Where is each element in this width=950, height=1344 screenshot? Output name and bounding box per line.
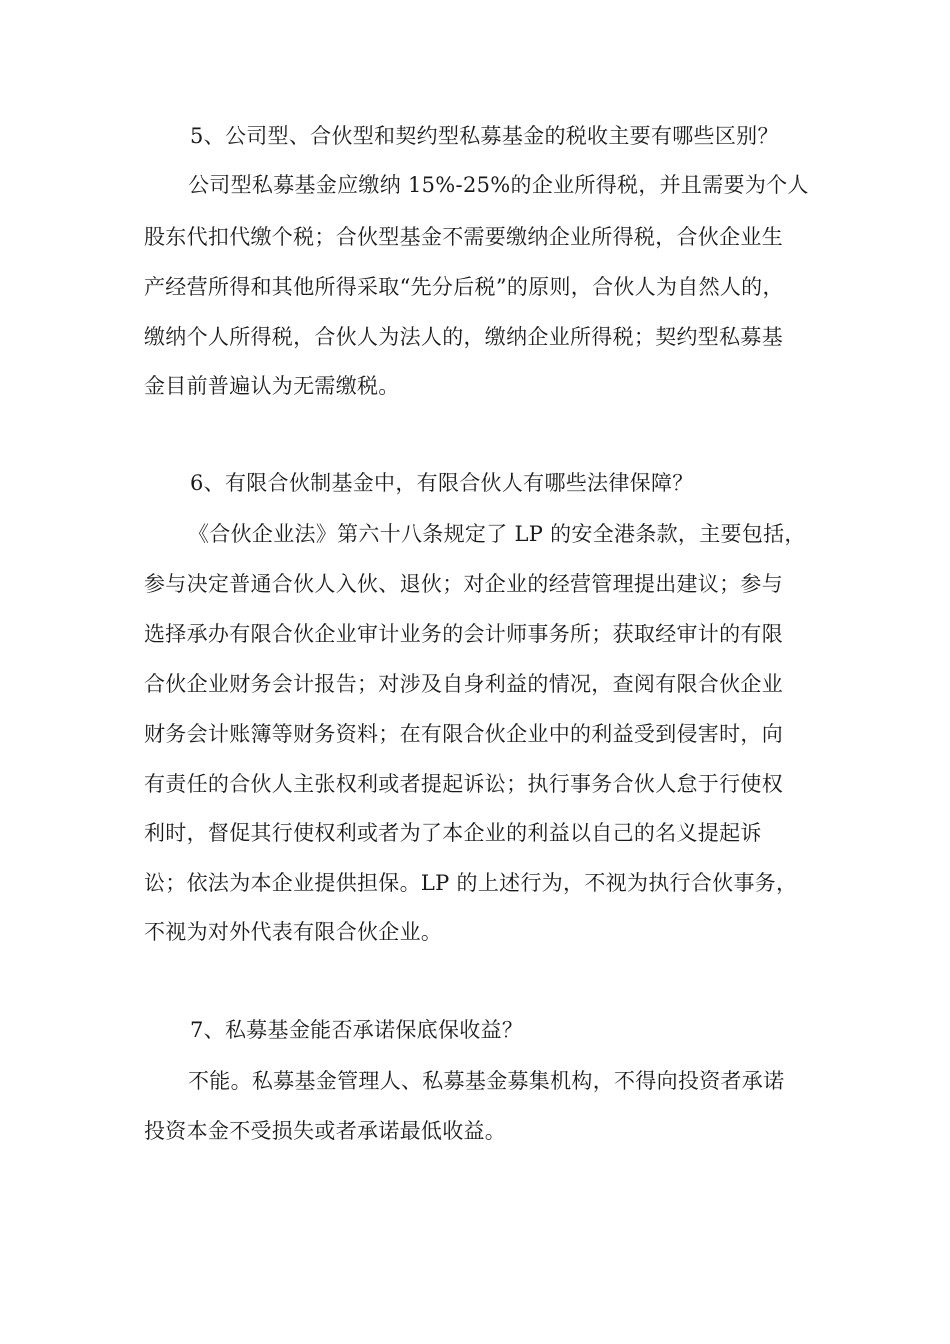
section-6-line-1: 《合伙企业法》第六十八条规定了 LP 的安全港条款，主要包括，: [188, 522, 806, 546]
section-6-line-9: 不视为对外代表有限合伙企业。: [144, 920, 443, 944]
section-6-line-4: 合伙企业财务会计报告；对涉及自身利益的情况，查阅有限合伙企业: [144, 672, 783, 696]
section-7-line-1: 不能。私募基金管理人、私募基金募集机构，不得向投资者承诺: [188, 1069, 785, 1093]
section-6-line-8: 讼；依法为本企业提供担保。LP 的上述行为，不视为执行合伙事务，: [144, 871, 798, 895]
section-6-line-2: 参与决定普通合伙人入伙、退伙；对企业的经营管理提出建议；参与: [144, 572, 783, 596]
section-5-line-5: 金目前普遍认为无需缴税。: [144, 374, 400, 398]
section-6-line-7: 利时，督促其行使权利或者为了本企业的利益以自己的名义提起诉: [144, 821, 762, 845]
section-5-line-3: 产经营所得和其他所得采取“先分后税”的原则，合伙人为自然人的，: [144, 275, 784, 299]
section-6-line-3: 选择承办有限合伙企业审计业务的会计师事务所；获取经审计的有限: [144, 622, 783, 646]
section-5-heading: 5、公司型、合伙型和契约型私募基金的税收主要有哪些区别？: [190, 124, 779, 148]
section-5-line-4: 缴纳个人所得税，合伙人为法人的，缴纳企业所得税；契约型私募基: [144, 325, 783, 349]
section-6-line-6: 有责任的合伙人主张权利或者提起诉讼；执行事务合伙人怠于行使权: [144, 772, 783, 796]
section-5-line-2: 股东代扣代缴个税；合伙型基金不需要缴纳企业所得税，合伙企业生: [144, 225, 783, 249]
section-7-heading: 7、私募基金能否承诺保底保收益？: [190, 1018, 524, 1042]
section-5-line-1: 公司型私募基金应缴纳 15%-25%的企业所得税，并且需要为个人: [188, 173, 809, 197]
section-6-line-5: 财务会计账簿等财务资料；在有限合伙企业中的利益受到侵害时，向: [144, 722, 783, 746]
section-7-line-2: 投资本金不受损失或者承诺最低收益。: [144, 1119, 507, 1143]
section-6-heading: 6、有限合伙制基金中，有限合伙人有哪些法律保障？: [190, 471, 694, 495]
